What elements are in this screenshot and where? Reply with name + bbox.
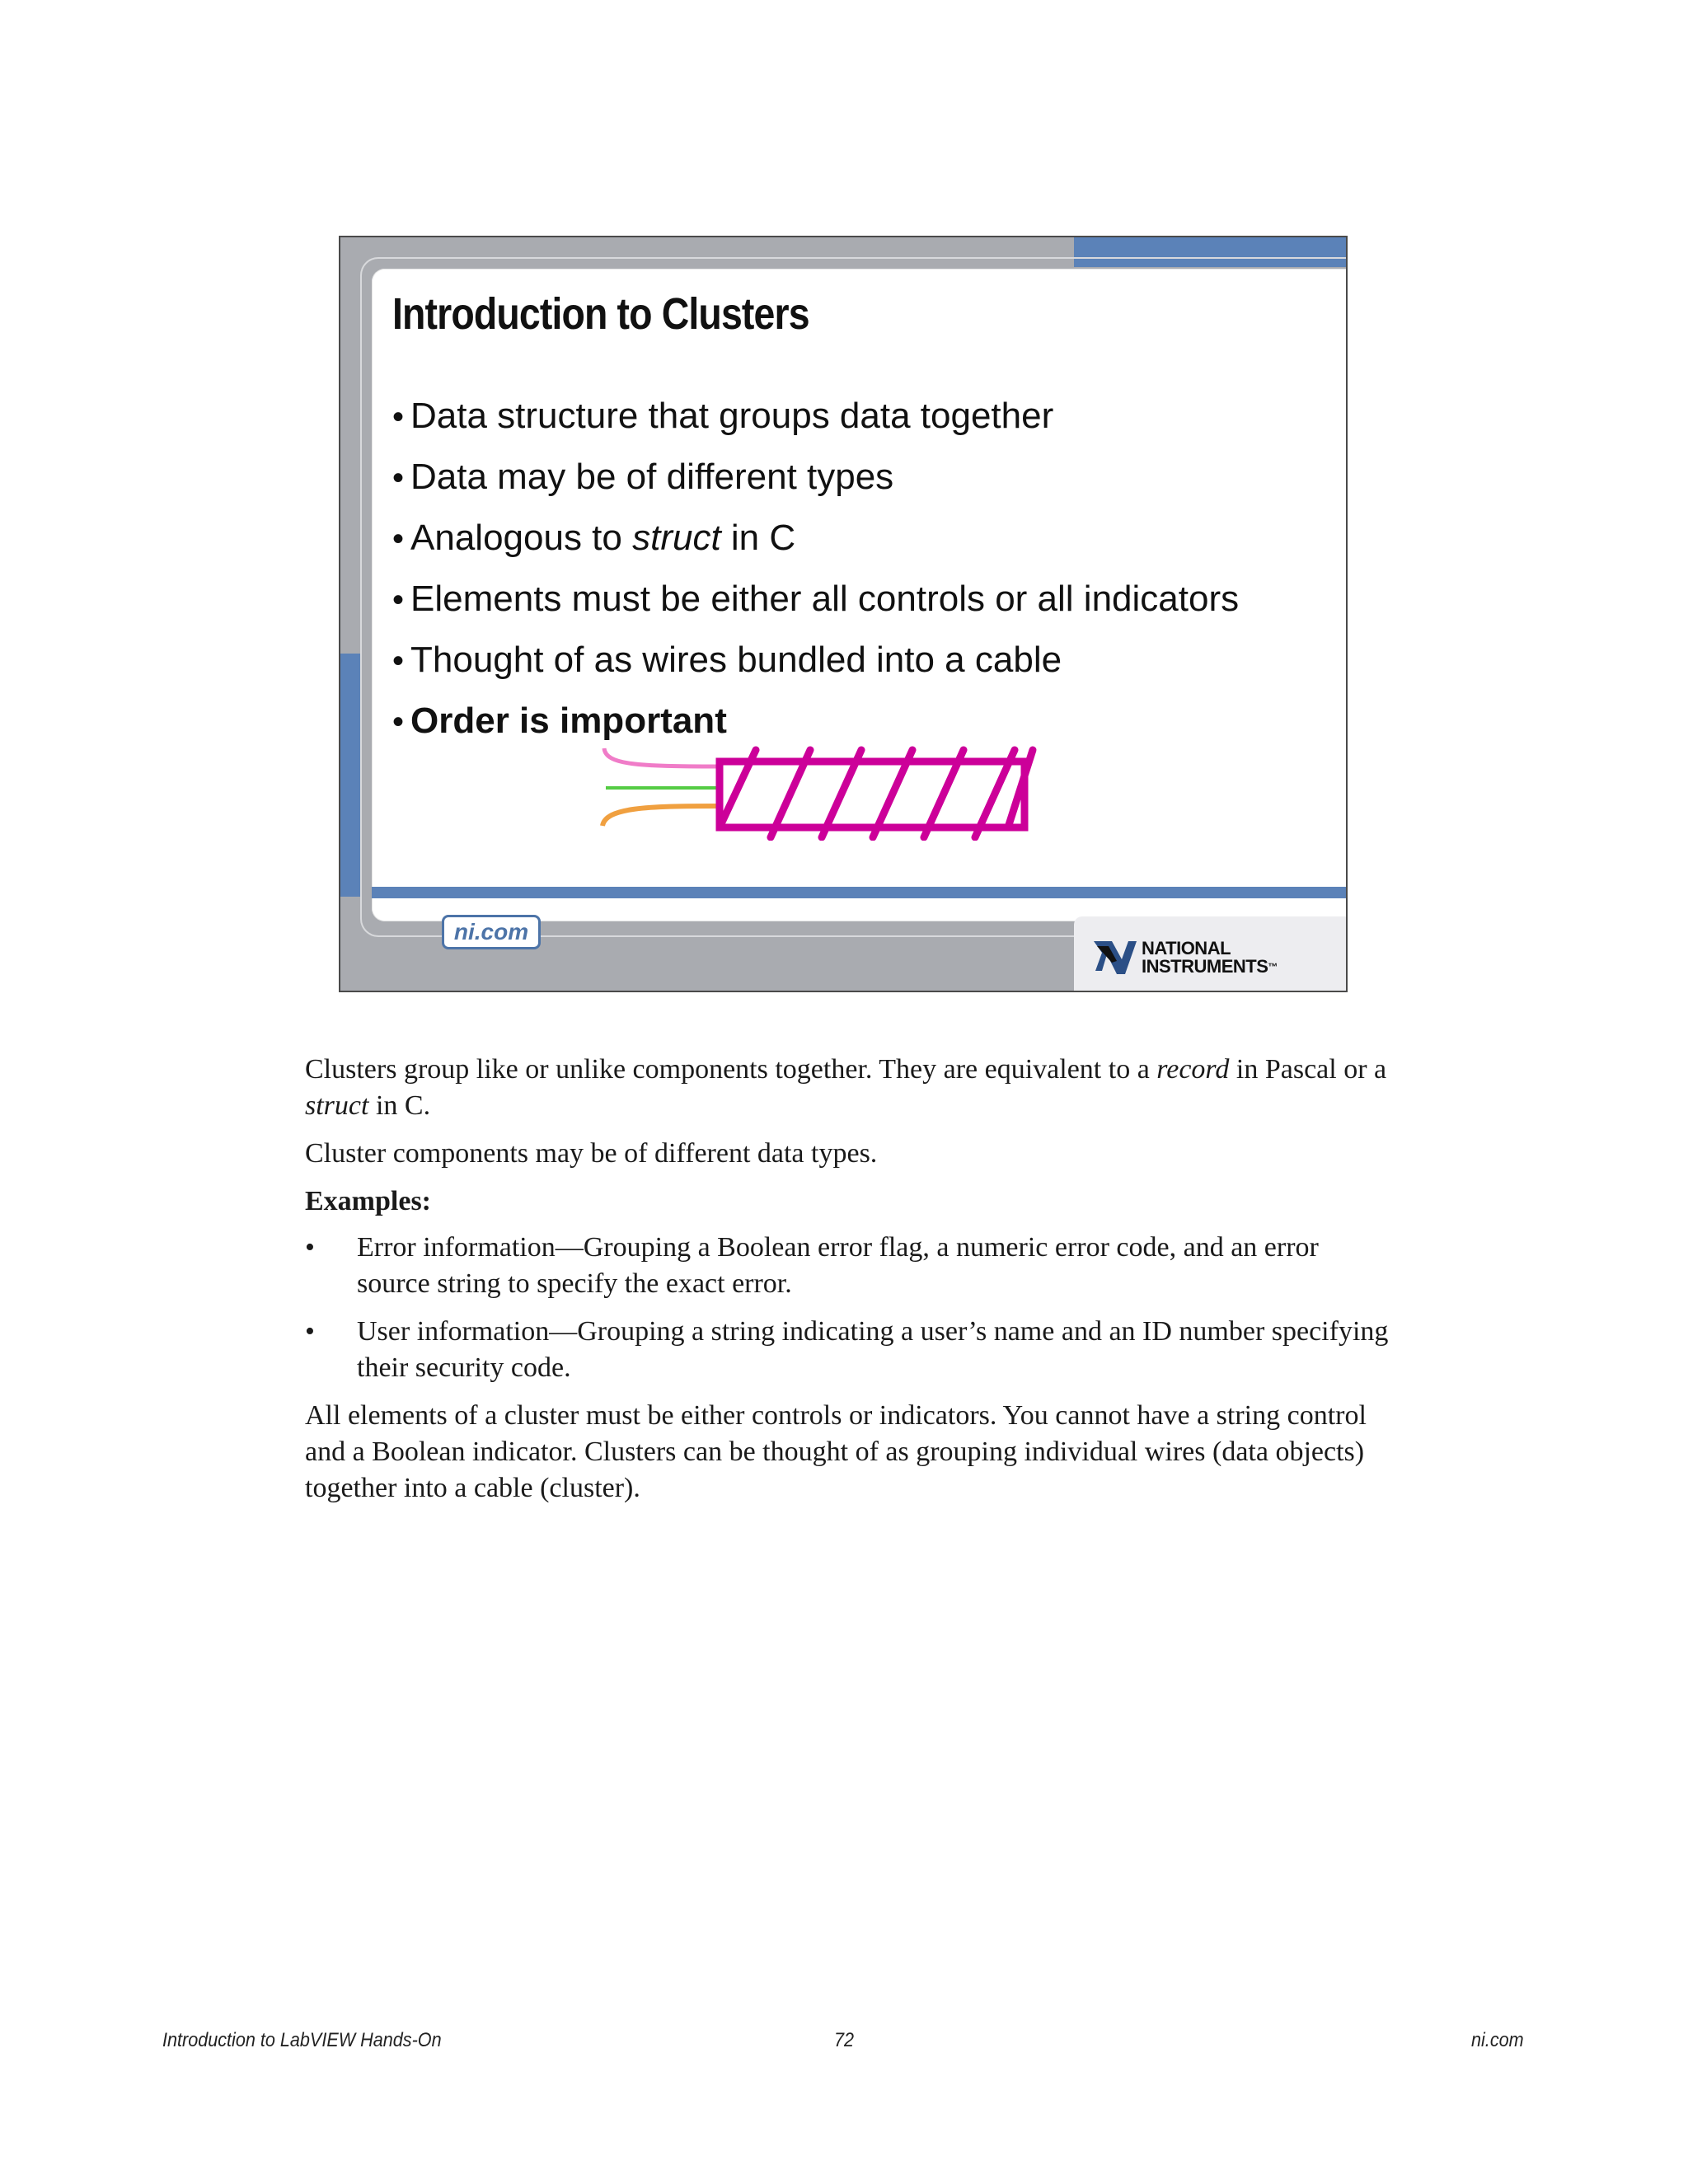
bullet-dot: •: [392, 704, 405, 740]
bullet-dot: •: [305, 1232, 315, 1263]
components-paragraph: Cluster components may be of different data types.: [305, 1138, 878, 1169]
bullet-dot: •: [392, 460, 405, 496]
bullet-dot: •: [392, 399, 405, 435]
example-item: • User information—Grouping a string indicating a user’s name and an ID number specifying their security code.: [305, 1314, 1393, 1386]
bullet-dot: •: [305, 1316, 315, 1347]
bullet-dot: •: [392, 521, 405, 557]
examples-heading: Examples:: [305, 1186, 431, 1216]
orange-wire: [603, 806, 720, 826]
slide-bullet: • Data structure that groups data together: [392, 386, 1239, 447]
slide-left-accent: [340, 654, 362, 897]
national-instruments-eagle-icon: [1092, 935, 1138, 981]
ni-com-badge: ni.com: [442, 915, 541, 949]
examples-list: [305, 1230, 1393, 1386]
footer-document-title: Introduction to LabVIEW Hands-On: [162, 2029, 442, 2051]
slide-title: Introduction to Clusters: [392, 289, 809, 339]
pink-wire: [604, 748, 720, 766]
example-item: • Error information—Grouping a Boolean error flag, a numeric error code, and an error source string to specify the exact error.: [305, 1230, 1393, 1302]
cluster-wire-diagram: [588, 742, 1049, 841]
footer-site: ni.com: [1471, 2029, 1524, 2051]
slide-image: [339, 236, 1348, 992]
bullet-dot: •: [392, 582, 405, 618]
ni-logo-text: NATIONAL INSTRUMENTS™: [1142, 938, 1278, 977]
slide-bullet: • Elements must be either all controls or all indicators: [392, 569, 1239, 630]
intro-paragraph: Clusters group like or unlike components together. They are equivalent to a record in Pascal or a struct in C.: [305, 1054, 1387, 1121]
ni-logo: [1074, 916, 1346, 992]
slide-bullet: • Analogous to struct in C: [392, 508, 1239, 569]
slide-bullet: • Order is important: [392, 691, 1239, 752]
slide-bullet: • Thought of as wires bundled into a cable: [392, 630, 1239, 691]
elements-paragraph: All elements of a cluster must be either controls or indicators. You cannot have a string control and a Boolean indicator. Clusters can be thought of as grouping individual wires (data objects) together into a cable (cluster).: [305, 1400, 1367, 1503]
cluster-cable: [720, 762, 1025, 827]
footer-page-number: 72: [834, 2029, 855, 2051]
slide-bullet: • Data may be of different types: [392, 447, 1239, 508]
body-text: [305, 1052, 1393, 1518]
slide-bullet-list: [392, 386, 1239, 752]
bullet-dot: •: [392, 643, 405, 679]
slide-bottom-bar: [372, 887, 1348, 898]
